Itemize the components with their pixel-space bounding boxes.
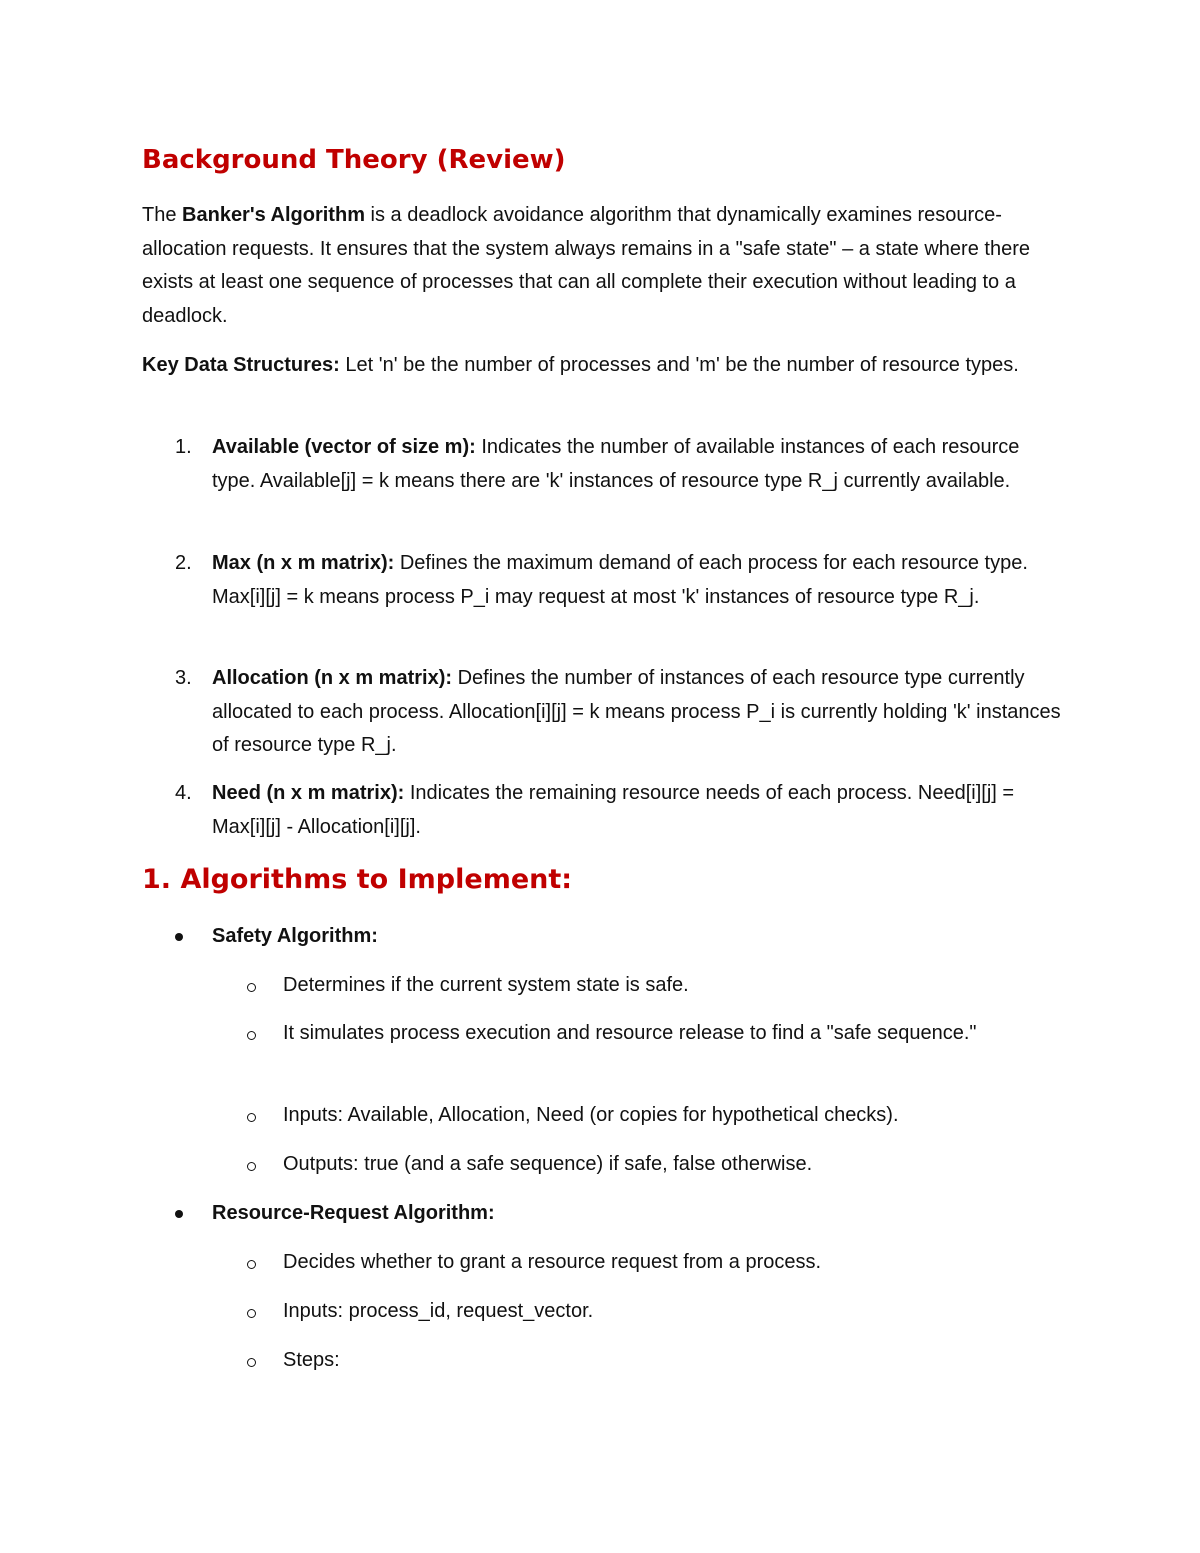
circle-bullet-icon	[247, 1260, 256, 1269]
key-data-text: Let 'n' be the number of processes and 'm' be the number of resource types.	[339, 354, 1019, 376]
circle-bullet-icon	[247, 1309, 256, 1318]
algorithm-resource-request	[212, 1197, 1062, 1231]
circle-bullet-icon	[247, 1162, 256, 1171]
bullet-icon	[175, 933, 183, 941]
sub-item-text: It simulates process execution and resource release to find a "safe sequence."	[283, 1022, 977, 1044]
list-item-text: Defines the maximum demand of each process for each resource type. Max[i][j] = k means process P_i may request at most 'k' instances of resource type R_j.	[212, 552, 1028, 608]
list-number: 3.	[175, 667, 192, 689]
list-item-text: Indicates the number of available instances of each resource type. Available[j] = k means there are 'k' instances of resource type R_j currently available.	[212, 436, 1020, 492]
list-item-text: Defines the number of instances of each resource type currently allocated to each process. Allocation[i][j] = k means process P_i is currently holding 'k' instances of resource type R_j.	[212, 667, 1061, 756]
key-data-label: Key Data Structures:	[142, 354, 340, 376]
list-number: 4.	[175, 782, 192, 804]
sub-item-text: Outputs: true (and a safe sequence) if safe, false otherwise.	[283, 1153, 813, 1175]
section-heading-background-theory: Background Theory (Review)	[142, 145, 566, 175]
section-heading-algorithms: 1. Algorithms to Implement:	[142, 864, 573, 895]
sub-item-text: Determines if the current system state is safe.	[283, 974, 689, 996]
list-item-term: Available (vector of size m):	[212, 436, 476, 458]
key-data-paragraph	[142, 349, 1062, 383]
list-item-allocation	[175, 662, 1062, 763]
sub-item-text: Inputs: Available, Allocation, Need (or copies for hypothetical checks).	[283, 1104, 899, 1126]
sub-item	[283, 1017, 1063, 1051]
sub-item	[283, 1148, 1063, 1182]
list-item-term: Allocation (n x m matrix):	[212, 667, 453, 689]
sub-item	[283, 1295, 1063, 1329]
sub-item	[283, 1344, 1063, 1378]
circle-bullet-icon	[247, 1113, 256, 1122]
list-item-need	[175, 777, 1062, 844]
intro-rest: is a deadlock avoidance algorithm that dynamically examines resource-allocation requests. It ensures that the system always remains in a "safe state" – a state where there exists at least one sequence of processes that can all complete their execution without leading to a deadlock.	[142, 204, 1030, 327]
list-item-term: Max (n x m matrix):	[212, 552, 395, 574]
bullet-icon	[175, 1210, 183, 1218]
intro-paragraph	[142, 199, 1062, 333]
sub-item-text: Steps:	[283, 1349, 340, 1371]
intro-bold-term: Banker's Algorithm	[182, 204, 365, 226]
sub-item	[283, 1246, 1063, 1280]
algorithm-title: Safety Algorithm:	[212, 925, 378, 947]
algorithm-safety	[212, 920, 1062, 954]
list-item-text: Indicates the remaining resource needs of each process. Need[i][j] = Max[i][j] - Allocation[i][j].	[212, 782, 1015, 838]
circle-bullet-icon	[247, 1358, 256, 1367]
circle-bullet-icon	[247, 983, 256, 992]
list-number: 2.	[175, 552, 192, 574]
intro-prefix: The	[142, 204, 183, 226]
circle-bullet-icon	[247, 1031, 256, 1040]
sub-item-text: Decides whether to grant a resource request from a process.	[283, 1251, 822, 1273]
list-number: 1.	[175, 436, 192, 458]
sub-item-text: Inputs: process_id, request_vector.	[283, 1300, 594, 1322]
algorithm-title: Resource-Request Algorithm:	[212, 1202, 495, 1224]
sub-item	[283, 969, 1063, 1003]
list-item-available	[175, 431, 1062, 498]
list-item-max	[175, 547, 1062, 614]
list-item-term: Need (n x m matrix):	[212, 782, 405, 804]
sub-item	[283, 1099, 1063, 1133]
